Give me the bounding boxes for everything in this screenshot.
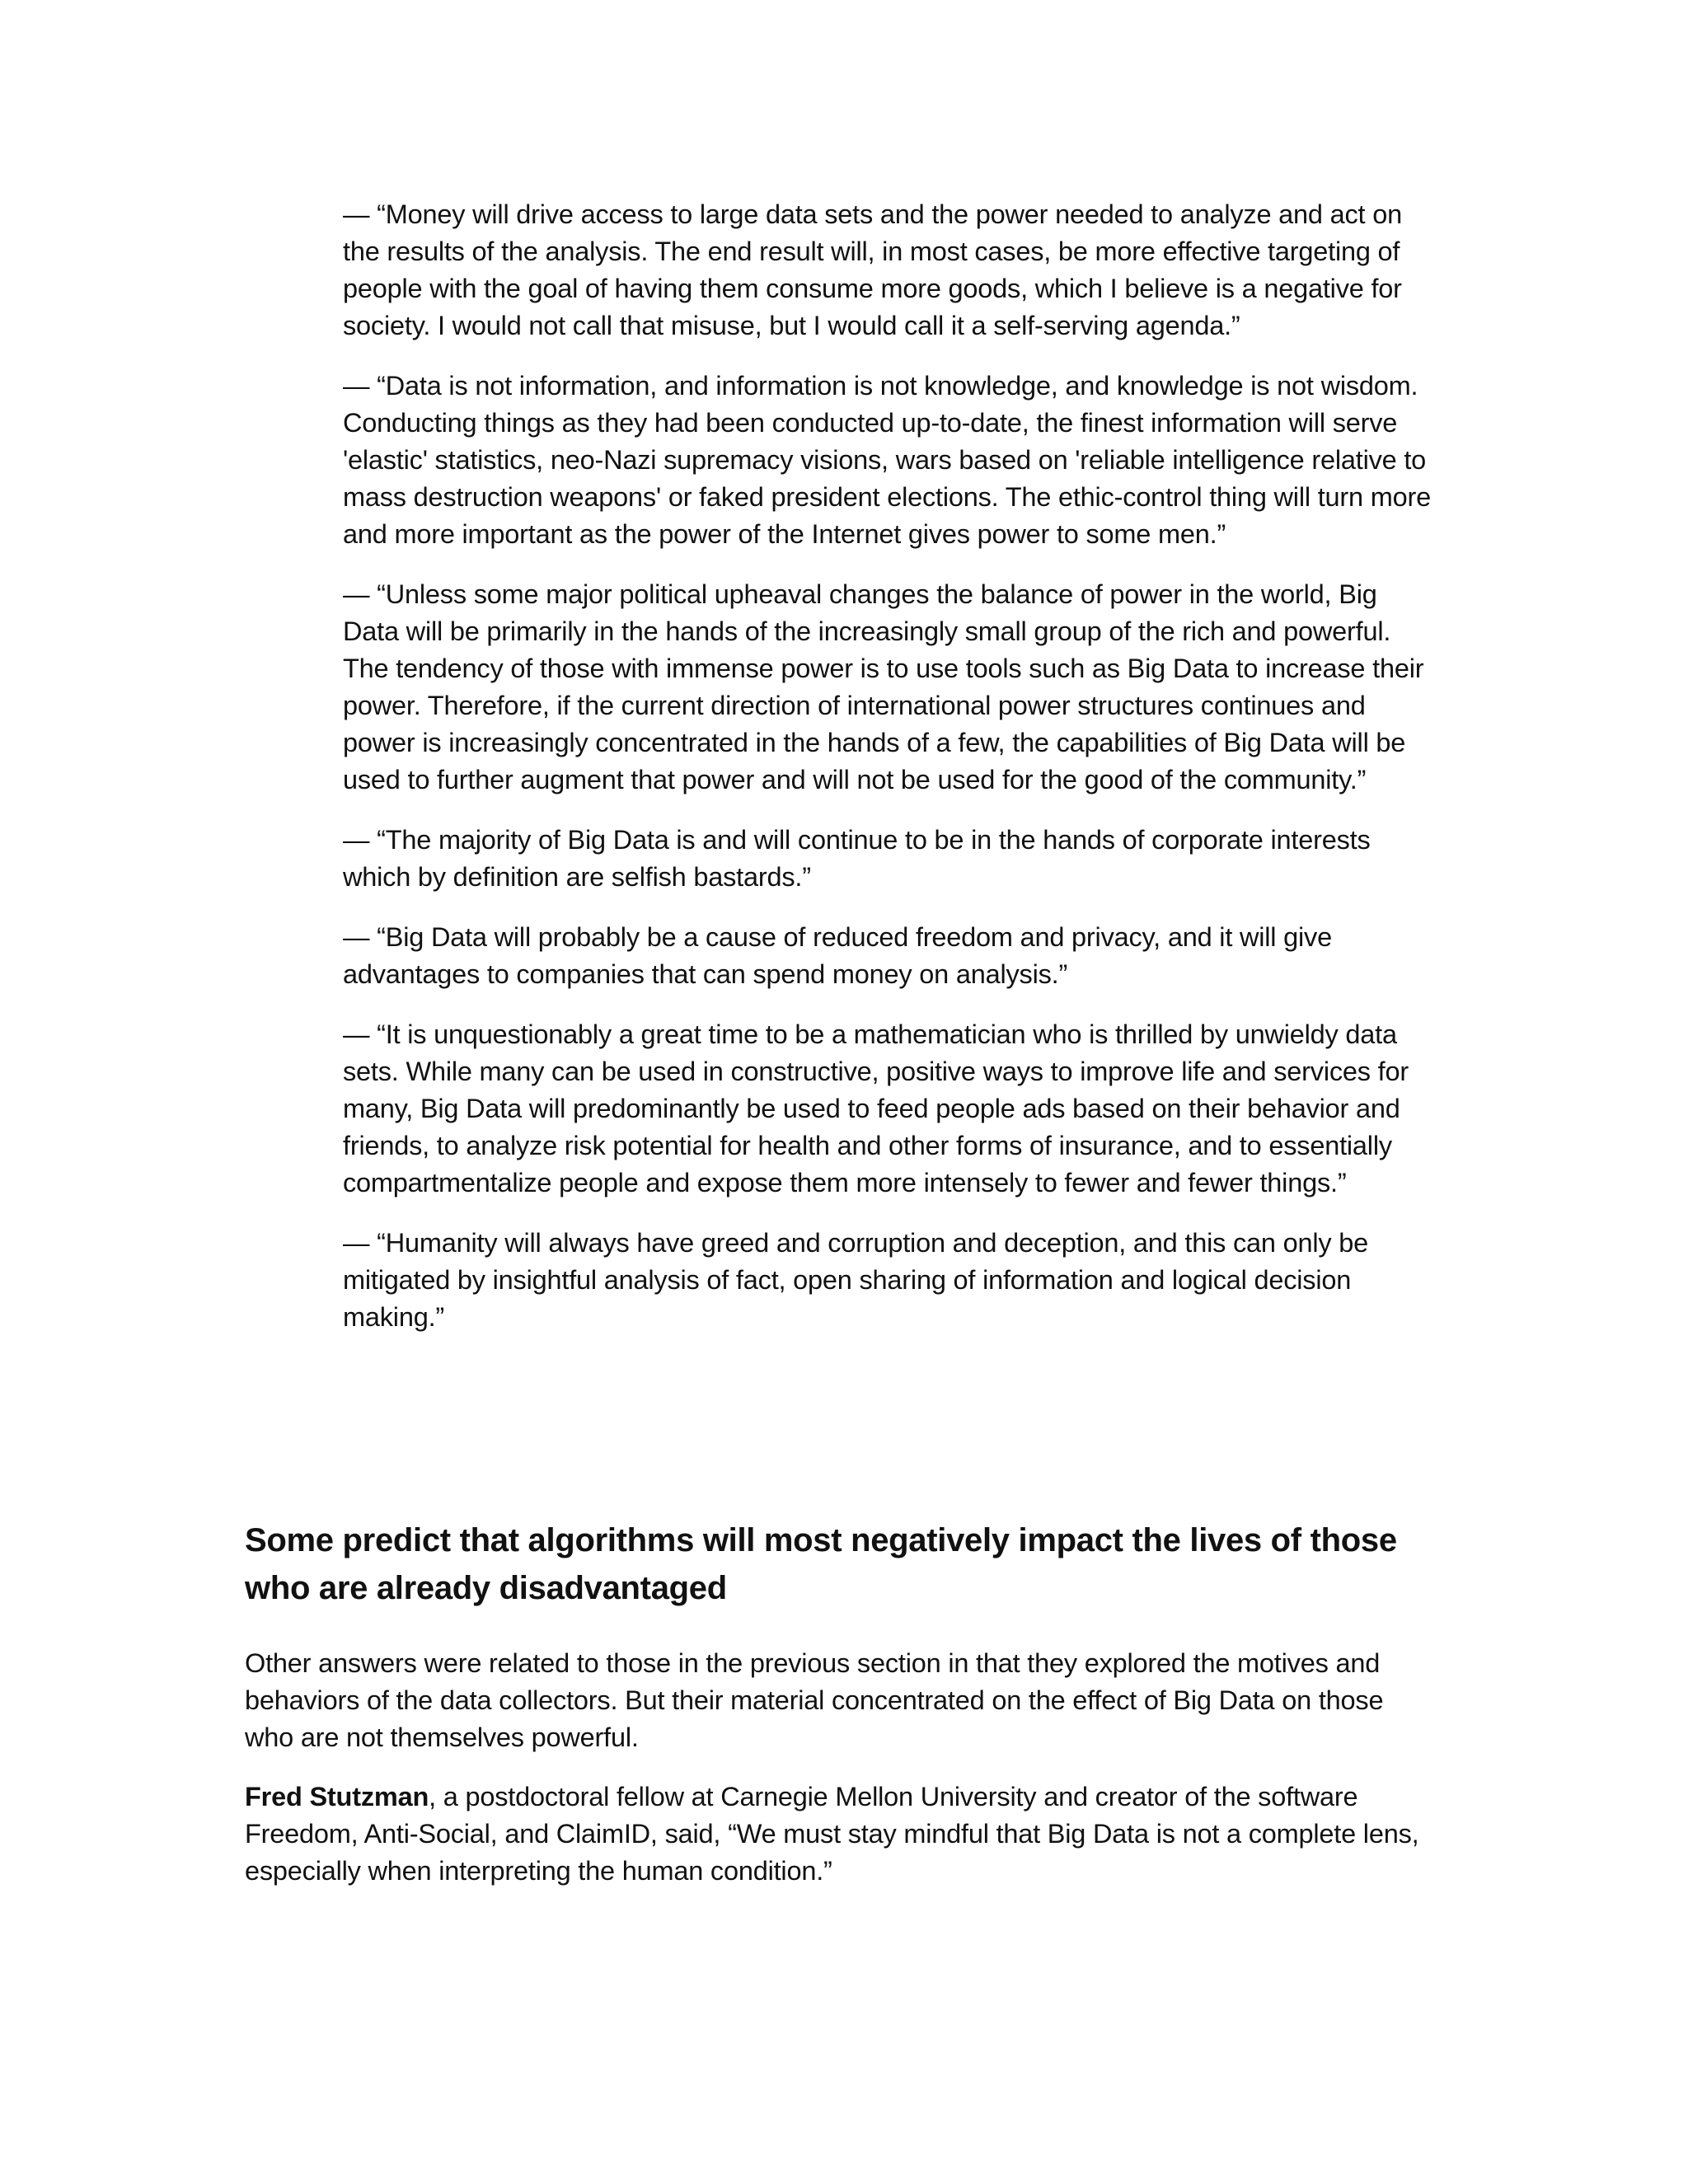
intro-paragraph: Other answers were related to those in the previous section in that they explored the motives and behaviors of the data collectors. But their material concentrated on the effect of Big Data on those who are not themselves powerful. bbox=[245, 1648, 1384, 1752]
section-heading: Some predict that algorithms will most negatively impact the lives of those who are already disadvantaged bbox=[245, 1522, 1397, 1606]
quote-list bbox=[343, 196, 1431, 1359]
quote-paragraph: — “Unless some major political upheaval changes the balance of power in the world, Big Data will be primarily in the hands of the increasingly small group of the rich and powerful. The tendency of those with immense power is to use tools such as Big Data to increase their power. Therefore, if the current direction of international power structures continues and power is increasingly concentrated in the hands of a few, the capabilities of Big Data will be used to further augment that power and will not be used for the good of the community.” bbox=[343, 579, 1424, 794]
quote-paragraph: — “Humanity will always have greed and corruption and deception, and this can only be mitigated by insightful analysis of fact, open sharing of information and logical decision making.” bbox=[343, 1228, 1368, 1332]
quote-paragraph: — “Big Data will probably be a cause of reduced freedom and privacy, and it will give advantages to companies that can spend money on analysis.” bbox=[343, 922, 1332, 989]
section-disadvantaged bbox=[245, 1516, 1432, 1912]
quote-paragraph: — “It is unquestionably a great time to be a mathematician who is thrilled by unwieldy data sets. While many can be used in constructive, positive ways to improve life and services for many, Big Data will predominantly be used to feed people ads based on their behavior and friends, to analyze risk potential for health and other forms of insurance, and to essentially compartmentalize people and expose them more intensely to fewer and fewer things.” bbox=[343, 1019, 1409, 1197]
quote-paragraph: — “Money will drive access to large data sets and the power needed to analyze and act on the results of the analysis. The end result will, in most cases, be more effective targeting of people with the goal of having them consume more goods, which I believe is a negative for society. I would not call that misuse, but I would call it a self-serving agenda.” bbox=[343, 199, 1402, 340]
quote-paragraph: — “Data is not information, and information is not knowledge, and knowledge is not wisdom. Conducting things as they had been conducted up-to-date, the finest information will serve 'elastic' statistics, neo-Nazi supremacy visions, wars based on 'reliable intelligence relative to mass destruction weapons' or faked president elections. The ethic-control thing will turn more and more important as the power of the Internet gives power to some men.” bbox=[343, 371, 1431, 549]
attribution-text: , a postdoctoral fellow at Carnegie Mellon University and creator of the software Freedom, Anti-Social, and ClaimID, said, “We must stay mindful that Big Data is not a complete lens, especially when interpreting the human condition.” bbox=[245, 1782, 1419, 1886]
attribution-paragraph bbox=[245, 1779, 1432, 1890]
quote-paragraph: — “The majority of Big Data is and will continue to be in the hands of corporate interests which by definition are selfish bastards.” bbox=[343, 825, 1371, 892]
speaker-name: Fred Stutzman bbox=[245, 1782, 429, 1811]
